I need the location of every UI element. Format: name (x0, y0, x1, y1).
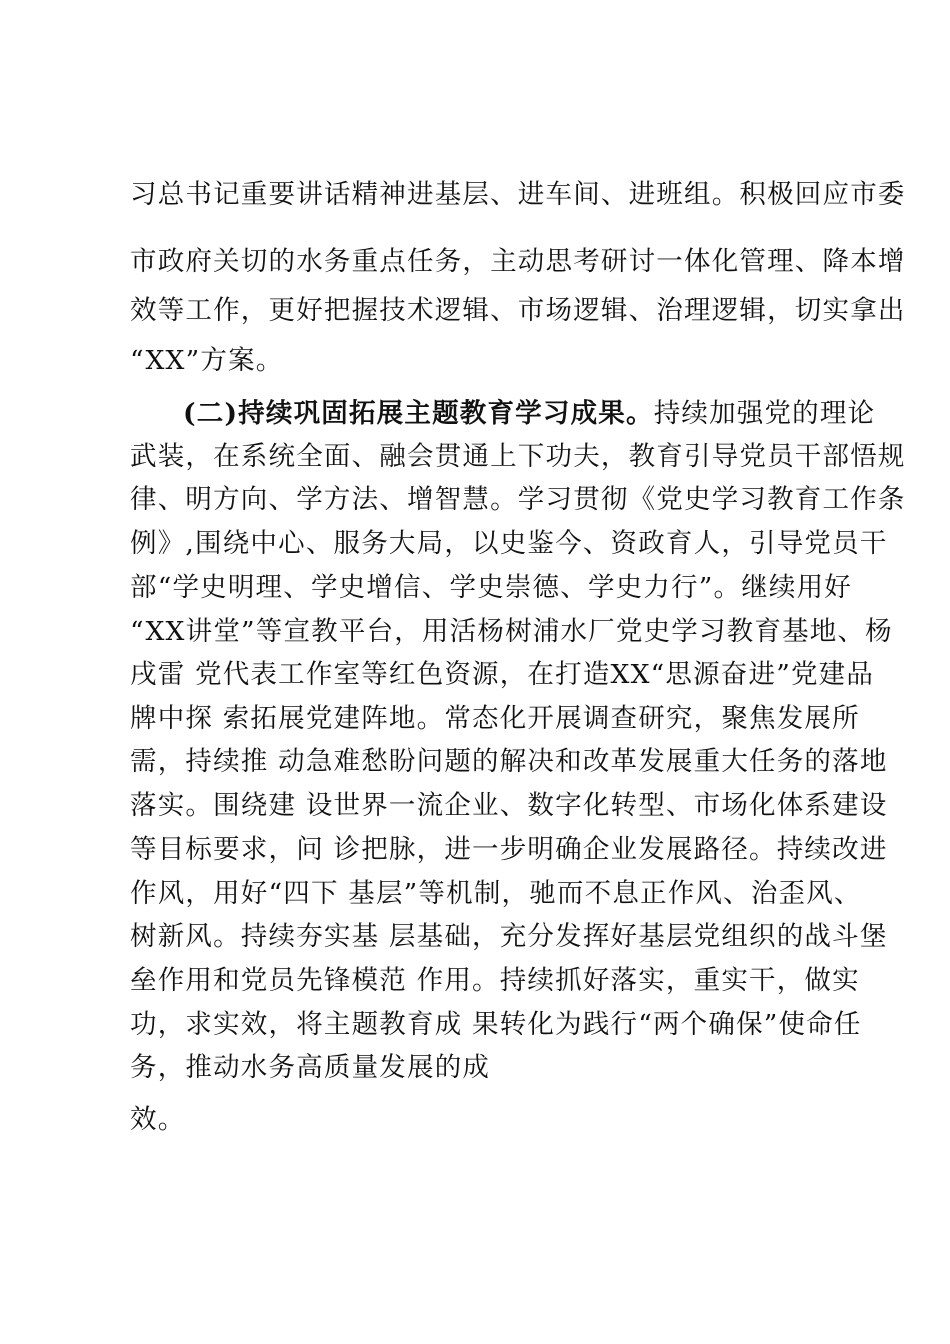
paragraph-2-line-11: 等目标要求，问 诊把脉，进一步明确企业发展路径。持续改进 (130, 834, 888, 865)
paragraph-2-line-8: 牌中探 索拓展党建阵地。常态化开展调查研究，聚焦发展所 (130, 703, 860, 734)
paragraph-2-line-6: “XX讲堂”等宣教平台，用活杨树浦水厂党史学习教育基地、杨 (130, 616, 893, 647)
paragraph-2-line-15: 功，求实效，将主题教育成 果转化为践行“两个确保”使命任 (130, 1009, 862, 1040)
paragraph-2-line-14: 垒作用和党员先锋模范 作用。持续抓好落实，重实干，做实 (130, 965, 860, 996)
paragraph-2-line-3: 律、明方向、学方法、增智慧。学习贯彻《党史学习教育工作条 (130, 484, 906, 515)
paragraph-2-line-13: 树新风。持续夯实基 层基础，充分发挥好基层党组织的战斗堡 (130, 921, 888, 952)
paragraph-2-line-1 (183, 397, 876, 431)
section-heading: (二)持续巩固拓展主题教育学习成果。 (183, 398, 654, 429)
paragraph-2-line-7: 戌雷 党代表工作室等红色资源，在打造XX“思源奋进”党建品 (130, 659, 875, 690)
paragraph-2-line-12: 作风，用好“四下 基层”等机制，驰而不息正作风、治歪风、 (130, 878, 862, 909)
paragraph-2-line-9: 需，持续推 动急难愁盼问题的解决和改革发展重大任务的落地 (130, 746, 888, 777)
paragraph-2-line-17: 效。 (130, 1104, 186, 1135)
paragraph-1-line-1: 习总书记重要讲话精神进基层、进车间、进班组。积极回应市委 (130, 179, 906, 210)
paragraph-2-line-2: 武装，在系统全面、融会贯通上下功夫，教育引导党员干部悟规 (130, 441, 906, 472)
paragraph-2-line-1-text: 持续加强党的理论 (653, 398, 876, 429)
paragraph-1-line-3: 效等工作，更好把握技术逻辑、市场逻辑、治理逻辑，切实拿出 (130, 295, 906, 326)
paragraph-2-line-5: 部“学史明理、学史增信、学史崇德、学史力行”。继续用好 (130, 572, 852, 603)
paragraph-2-line-16: 务，推动水务高质量发展的成 (130, 1052, 491, 1083)
paragraph-1-line-4: “XX”方案。 (130, 345, 284, 376)
paragraph-1-line-2: 市政府关切的水务重点任务，主动思考研讨一体化管理、降本增 (130, 246, 906, 277)
paragraph-2-line-10: 落实。围绕建 设世界一流企业、数字化转型、市场化体系建设 (130, 790, 888, 821)
paragraph-2-line-4: 例》,围绕中心、服务大局，以史鉴今、资政育人，引导党员干 (130, 528, 888, 559)
